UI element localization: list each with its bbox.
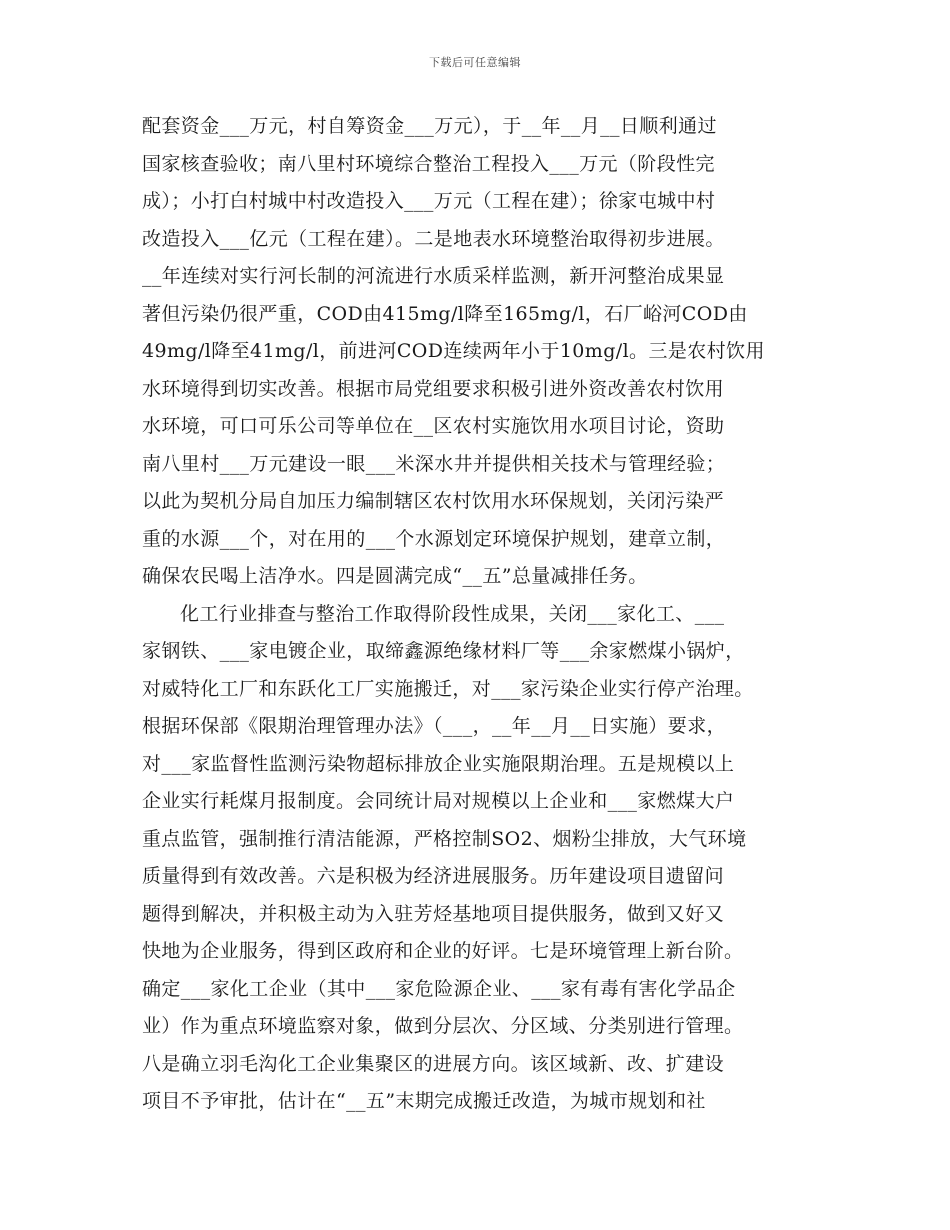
- text-line: 八是确立羽毛沟化工企业集聚区的进展方向。该区域新、改、扩建设: [142, 1052, 725, 1075]
- text-line: 对威特化工厂和东跃化工厂实施搬迁，对___家污染企业实行停产治理。: [142, 677, 754, 700]
- text-line: 重的水源___个，对在用的___个水源划定环境保护规划，建章立制，: [142, 527, 726, 550]
- text-line: 对___家监督性监测污染物超标排放企业实施限期治理。五是规模以上: [142, 752, 735, 775]
- paragraph-first-line: 化工行业排查与整治工作取得阶段性成果，关闭___家化工、___: [180, 602, 725, 625]
- text-line: 题得到解决，并积极主动为入驻芳烃基地项目提供服务，做到又好又: [142, 902, 725, 925]
- text-line: 配套资金___万元，村自筹资金___万元），于__年__月__日顺利通过: [142, 115, 717, 137]
- text-line: 家钢铁、___家电镀企业，取缔鑫源绝缘材料厂等___余家燃煤小锅炉，: [142, 640, 745, 662]
- text-line: 企业实行耗煤月报制度。会同统计局对规模以上企业和___家燃煤大户: [142, 790, 735, 812]
- text-line: 确保农民喝上洁净水。四是圆满完成“__五”总量减排任务。: [142, 565, 648, 587]
- text-line: 成）；小打白村城中村改造投入___万元（工程在建）；徐家屯城中村: [142, 190, 716, 212]
- text-line: 以此为契机分局自加压力编制辖区农村饮用水环保规划，关闭污染严: [142, 490, 725, 512]
- text-line: 项目不予审批，估计在“__五”末期完成搬迁改造，为城市规划和社: [142, 1090, 706, 1112]
- text-line: 业）作为重点环境监察对象，做到分层次、分区域、分类别进行管理。: [142, 1015, 744, 1037]
- text-line: 国家核查验收；南八里村环境综合整治工程投入___万元（阶段性完: [142, 152, 715, 175]
- text-line: 重点监管，强制推行清洁能源，严格控制SO2、烟粉尘排放，大气环境: [142, 827, 747, 850]
- text-line: 49mg/l降至41mg/l，前进河COD连续两年小于10mg/l。三是农村饮用: [142, 340, 765, 362]
- page-header: 下载后可任意编辑: [429, 56, 521, 69]
- text-line: 改造投入___亿元（工程在建）。二是地表水环境整治取得初步进展。: [142, 227, 725, 250]
- text-line: 根据环保部《限期治理管理办法》（___，__年__月__日实施）要求，: [142, 715, 727, 737]
- document-body: [142, 108, 822, 1121]
- text-line: 确定___家化工企业（其中___家危险源企业、___家有毒有害化学品企: [142, 977, 736, 1000]
- text-line: 水环境，可口可乐公司等单位在__区农村实施饮用水项目讨论，资助: [142, 415, 725, 437]
- text-line: 质量得到有效改善。六是积极为经济进展服务。历年建设项目遗留问: [142, 865, 725, 887]
- text-line: 南八里村___万元建设一眼___米深水井并提供相关技术与管理经验；: [142, 452, 726, 475]
- text-line: __年连续对实行河长制的河流进行水质采样监测，新开河整治成果显: [142, 265, 725, 287]
- text-line: 水环境得到切实改善。根据市局党组要求积极引进外资改善农村饮用: [142, 377, 725, 400]
- text-line: 著但污染仍很严重，COD由415mg/l降至165mg/l，石厂峪河COD由: [142, 302, 748, 325]
- text-line: 快地为企业服务，得到区政府和企业的好评。七是环境管理上新台阶。: [142, 940, 744, 962]
